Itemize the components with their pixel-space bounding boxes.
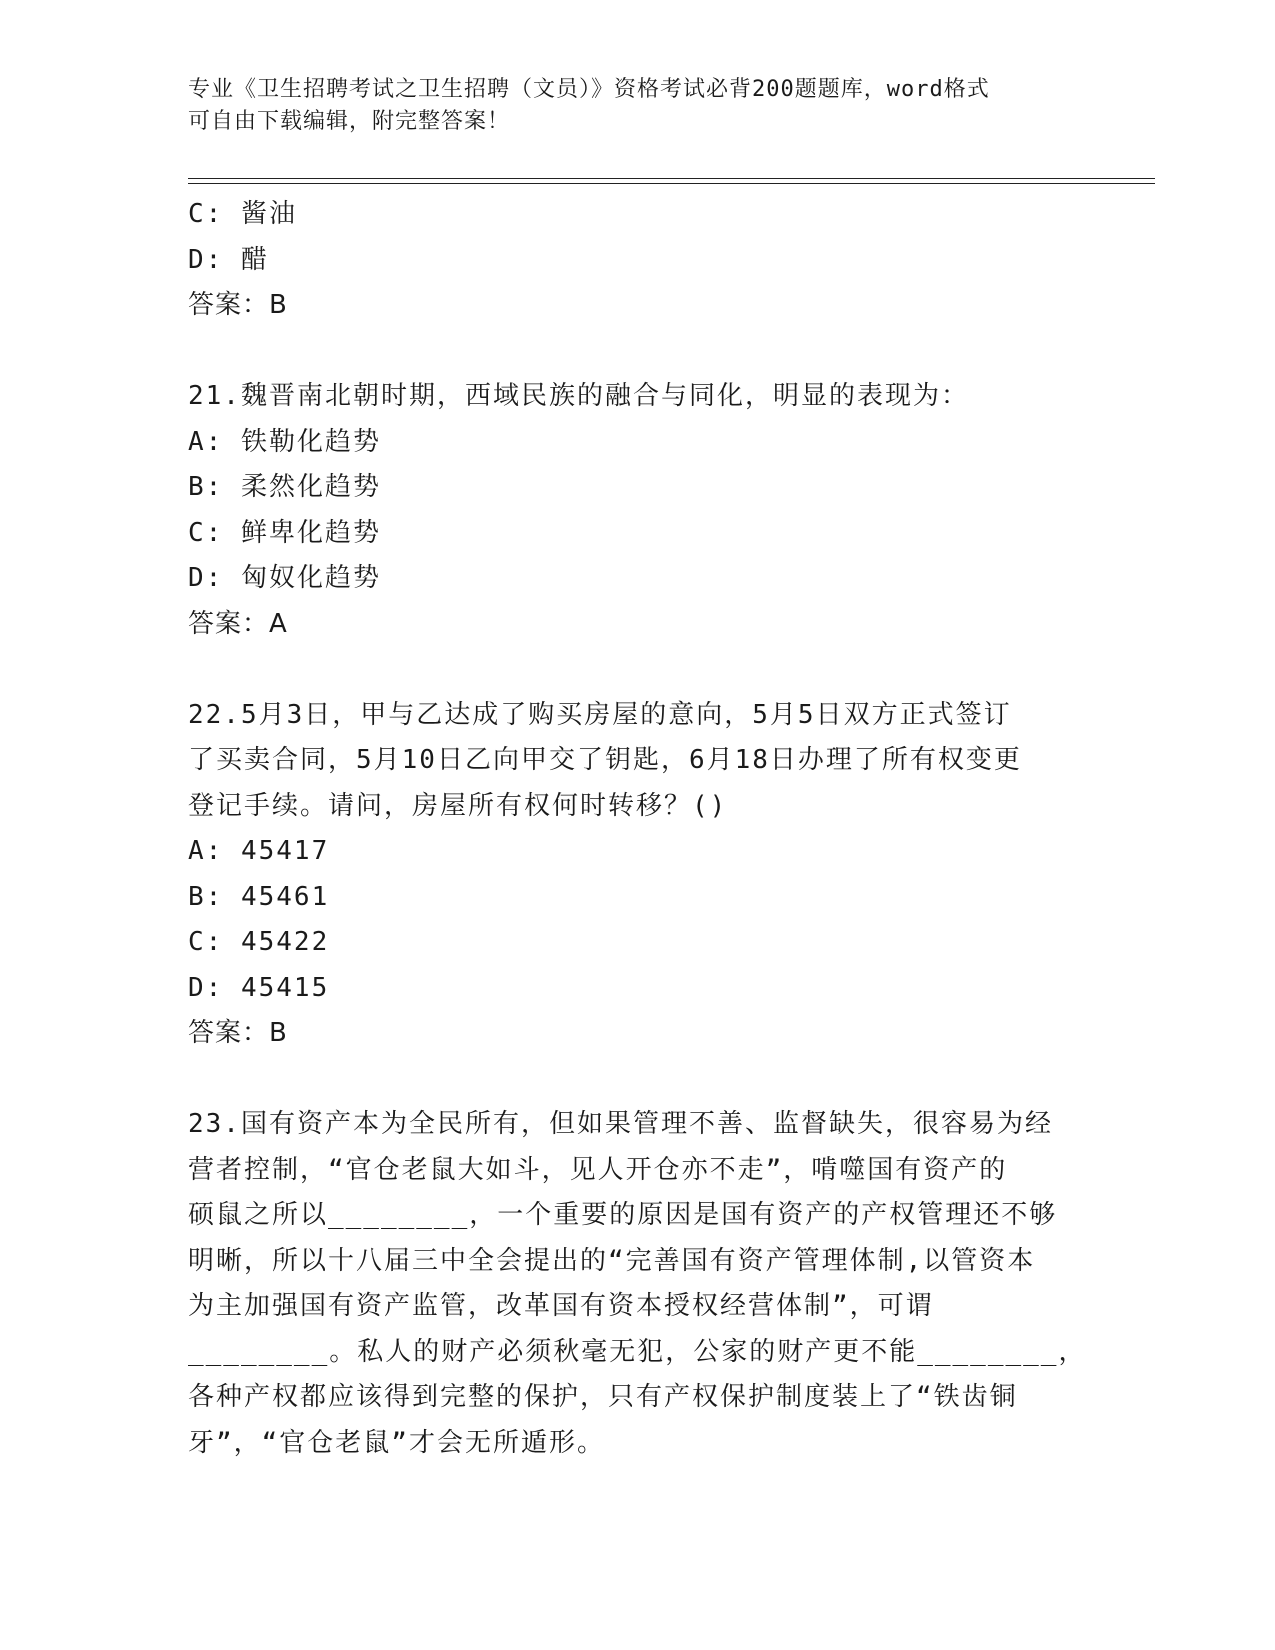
answer-line: 答案：A [188, 608, 288, 639]
question-stem-line: 明晰，所以十八届三中全会提出的“完善国有资产管理体制,以管资本 [188, 1245, 1036, 1276]
option-b: B: 柔然化趋势 [188, 472, 381, 502]
question-stem: 21.魏晋南北朝时期，西域民族的融合与同化，明显的表现为： [188, 381, 969, 411]
question-stem-line: 22.5月3日，甲与乙达成了购买房屋的意向，5月5日双方正式签订 [188, 699, 1012, 730]
header-rule-top [188, 178, 1155, 179]
option-c: C: 45422 [188, 927, 330, 957]
option-d: D: 匈奴化趋势 [188, 563, 381, 593]
option-c: C: 酱油 [188, 199, 297, 229]
document-body [188, 192, 1088, 1466]
question-stem-line: ________。私人的财产必须秋毫无犯，公家的财产更不能________， [188, 1336, 1087, 1367]
question-stem-line: 营者控制，“官仓老鼠大如斗，见人开仓亦不走”，啃噬国有资产的 [188, 1154, 1008, 1185]
question-stem-line: 登记手续。请问，房屋所有权何时转移？() [188, 790, 728, 821]
header-line-2: 可自由下载编辑，附完整答案！ [188, 109, 511, 134]
question-stem-line: 牙”，“官仓老鼠”才会无所遁形。 [188, 1427, 605, 1458]
option-d: D: 醋 [188, 244, 269, 275]
question-stem-line: 23.国有资产本为全民所有，但如果管理不善、监督缺失，很容易为经 [188, 1109, 1053, 1139]
spacer [188, 329, 1088, 375]
option-b: B: 45461 [188, 881, 330, 912]
question-20-tail [188, 192, 1088, 329]
option-d: D: 45415 [188, 972, 330, 1003]
document-header [188, 74, 1068, 138]
answer-line: 答案：B [188, 290, 288, 320]
question-21 [188, 374, 1088, 647]
question-stem-line: 各种产权都应该得到完整的保护，只有产权保护制度装上了“铁齿铜 [188, 1382, 1018, 1412]
spacer [188, 1057, 1088, 1103]
header-rule-bottom [188, 183, 1155, 184]
option-a: A: 铁勒化趋势 [188, 426, 381, 457]
answer-line: 答案：B [188, 1018, 288, 1048]
option-c: C: 鲜卑化趋势 [188, 517, 381, 548]
question-stem-line: 为主加强国有资产监管，改革国有资本授权经营体制”，可谓 [188, 1291, 934, 1321]
question-22 [188, 693, 1088, 1057]
header-line-1: 专业《卫生招聘考试之卫生招聘（文员）》资格考试必背200题题库，word格式 [188, 77, 990, 102]
question-stem-line: 了买卖合同，5月10日乙向甲交了钥匙，6月18日办理了所有权变更 [188, 745, 1022, 775]
option-a: A: 45417 [188, 836, 330, 866]
question-stem-line: 硕鼠之所以________，一个重要的原因是国有资产的产权管理还不够 [188, 1200, 1058, 1230]
question-23 [188, 1102, 1088, 1466]
spacer [188, 647, 1088, 693]
